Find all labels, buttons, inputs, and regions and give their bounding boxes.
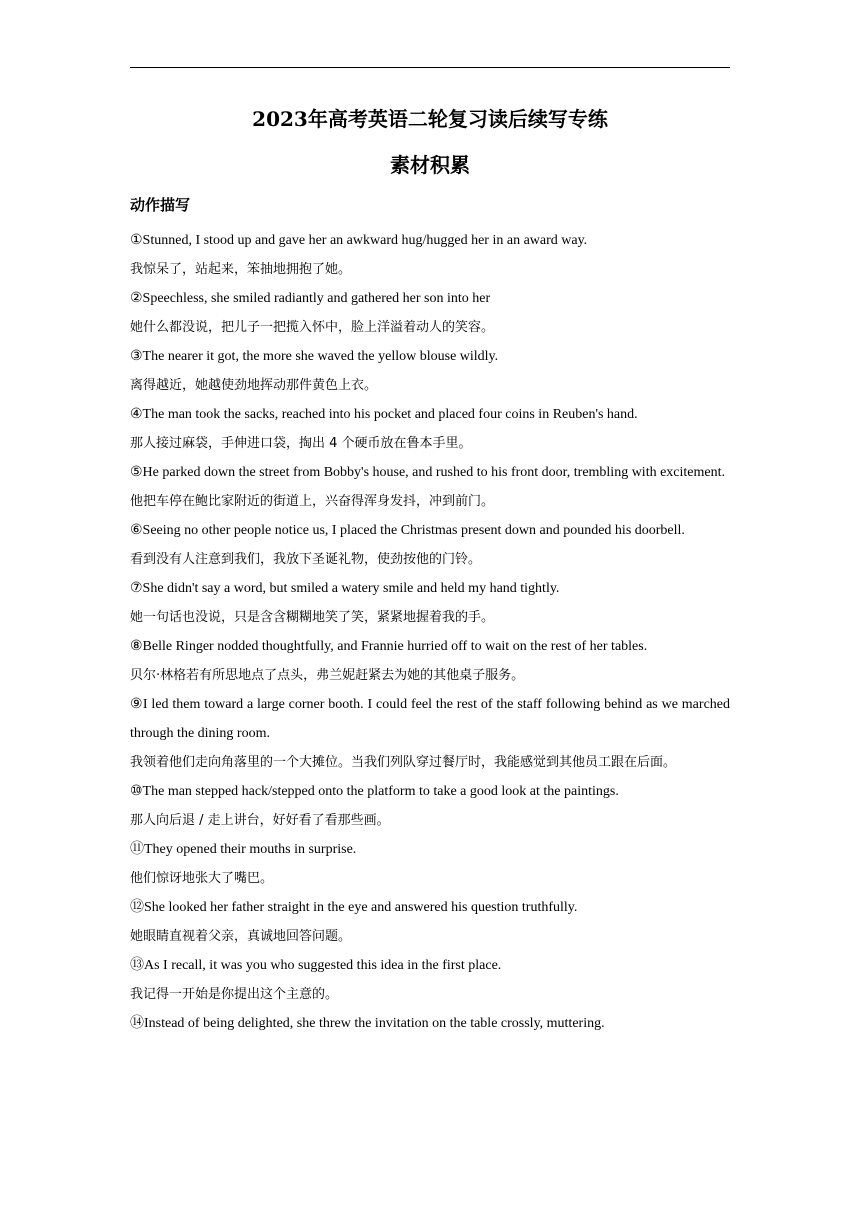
entry-chinese: 他们惊讶地张大了嘴巴。 bbox=[130, 871, 274, 886]
entry-english: ⑨I led them toward a large corner booth. I could feel the rest of the staff following behind as we marched through the dining room. bbox=[130, 697, 730, 741]
entry-8 bbox=[130, 632, 730, 690]
entry-11 bbox=[130, 835, 730, 893]
entry-chinese: 她一句话也没说，只是含含糊糊地笑了笑，紧紧地握着我的手。 bbox=[130, 610, 495, 625]
entry-chinese: 贝尔·林格若有所思地点了点头，弗兰妮赶紧去为她的其他桌子服务。 bbox=[130, 668, 525, 683]
entry-chinese: 离得越近，她越使劲地挥动那件黄色上衣。 bbox=[130, 378, 378, 393]
entry-chinese: 看到没有人注意到我们，我放下圣诞礼物，使劲按他的门铃。 bbox=[130, 552, 482, 567]
entry-10 bbox=[130, 777, 730, 835]
entry-chinese: 那人向后退 / 走上讲台，好好看了看那些画。 bbox=[130, 813, 390, 828]
entry-9 bbox=[130, 690, 730, 777]
entry-chinese: 我记得一开始是你提出这个主意的。 bbox=[130, 987, 339, 1002]
entry-english: ⑧Belle Ringer nodded thoughtfully, and Frannie hurried off to wait on the rest of her tables. bbox=[130, 639, 648, 654]
entry-english: ⑭Instead of being delighted, she threw the invitation on the table crossly, muttering. bbox=[130, 1016, 605, 1031]
entry-7 bbox=[130, 574, 730, 632]
entry-14 bbox=[130, 1009, 730, 1038]
document-title: 2023年高考英语二轮复习读后续写专练 bbox=[252, 107, 608, 131]
entry-2 bbox=[130, 284, 730, 342]
entry-chinese: 他把车停在鲍比家附近的街道上，兴奋得浑身发抖，冲到前门。 bbox=[130, 494, 495, 509]
entry-6 bbox=[130, 516, 730, 574]
entry-4 bbox=[130, 400, 730, 458]
entry-chinese: 她什么都没说，把儿子一把揽入怀中，脸上洋溢着动人的笑容。 bbox=[130, 320, 495, 335]
entry-list bbox=[130, 226, 730, 1038]
entry-english: ⑦She didn't say a word, but smiled a watery smile and held my hand tightly. bbox=[130, 581, 560, 596]
entry-english: ④The man took the sacks, reached into his pocket and placed four coins in Reuben's hand. bbox=[130, 407, 638, 422]
entry-english: ①Stunned, I stood up and gave her an awkward hug/hugged her in an award way. bbox=[130, 233, 588, 248]
entry-english: ⑥Seeing no other people notice us, I placed the Christmas present down and pounded his doorbell. bbox=[130, 523, 685, 538]
header-rule bbox=[130, 67, 730, 68]
entry-english: ⑫She looked her father straight in the eye and answered his question truthfully. bbox=[130, 900, 578, 915]
document-subtitle: 素材积累 bbox=[390, 153, 470, 177]
entry-12 bbox=[130, 893, 730, 951]
entry-chinese: 我领着他们走向角落里的一个大摊位。当我们列队穿过餐厅时，我能感觉到其他员工跟在后面。 bbox=[130, 755, 677, 770]
entry-english: ⑩The man stepped hack/stepped onto the platform to take a good look at the paintings. bbox=[130, 784, 619, 799]
entry-chinese: 那人接过麻袋，手伸进口袋，掏出 4 个硬币放在鲁本手里。 bbox=[130, 436, 472, 451]
entry-3 bbox=[130, 342, 730, 400]
section-heading: 动作描写 bbox=[130, 196, 191, 214]
entry-1 bbox=[130, 226, 730, 284]
entry-english: ⑤He parked down the street from Bobby's house, and rushed to his front door, trembling with excitement. bbox=[130, 465, 725, 480]
entry-chinese: 她眼睛直视着父亲，真诚地回答问题。 bbox=[130, 929, 352, 944]
entry-english: ⑪They opened their mouths in surprise. bbox=[130, 842, 357, 857]
entry-5 bbox=[130, 458, 730, 516]
entry-13 bbox=[130, 951, 730, 1009]
entry-english: ②Speechless, she smiled radiantly and gathered her son into her bbox=[130, 291, 491, 306]
entry-english: ③The nearer it got, the more she waved the yellow blouse wildly. bbox=[130, 349, 499, 364]
entry-chinese: 我惊呆了，站起来，笨抽地拥抱了她。 bbox=[130, 262, 352, 277]
entry-english: ⑬As I recall, it was you who suggested this idea in the first place. bbox=[130, 958, 502, 973]
